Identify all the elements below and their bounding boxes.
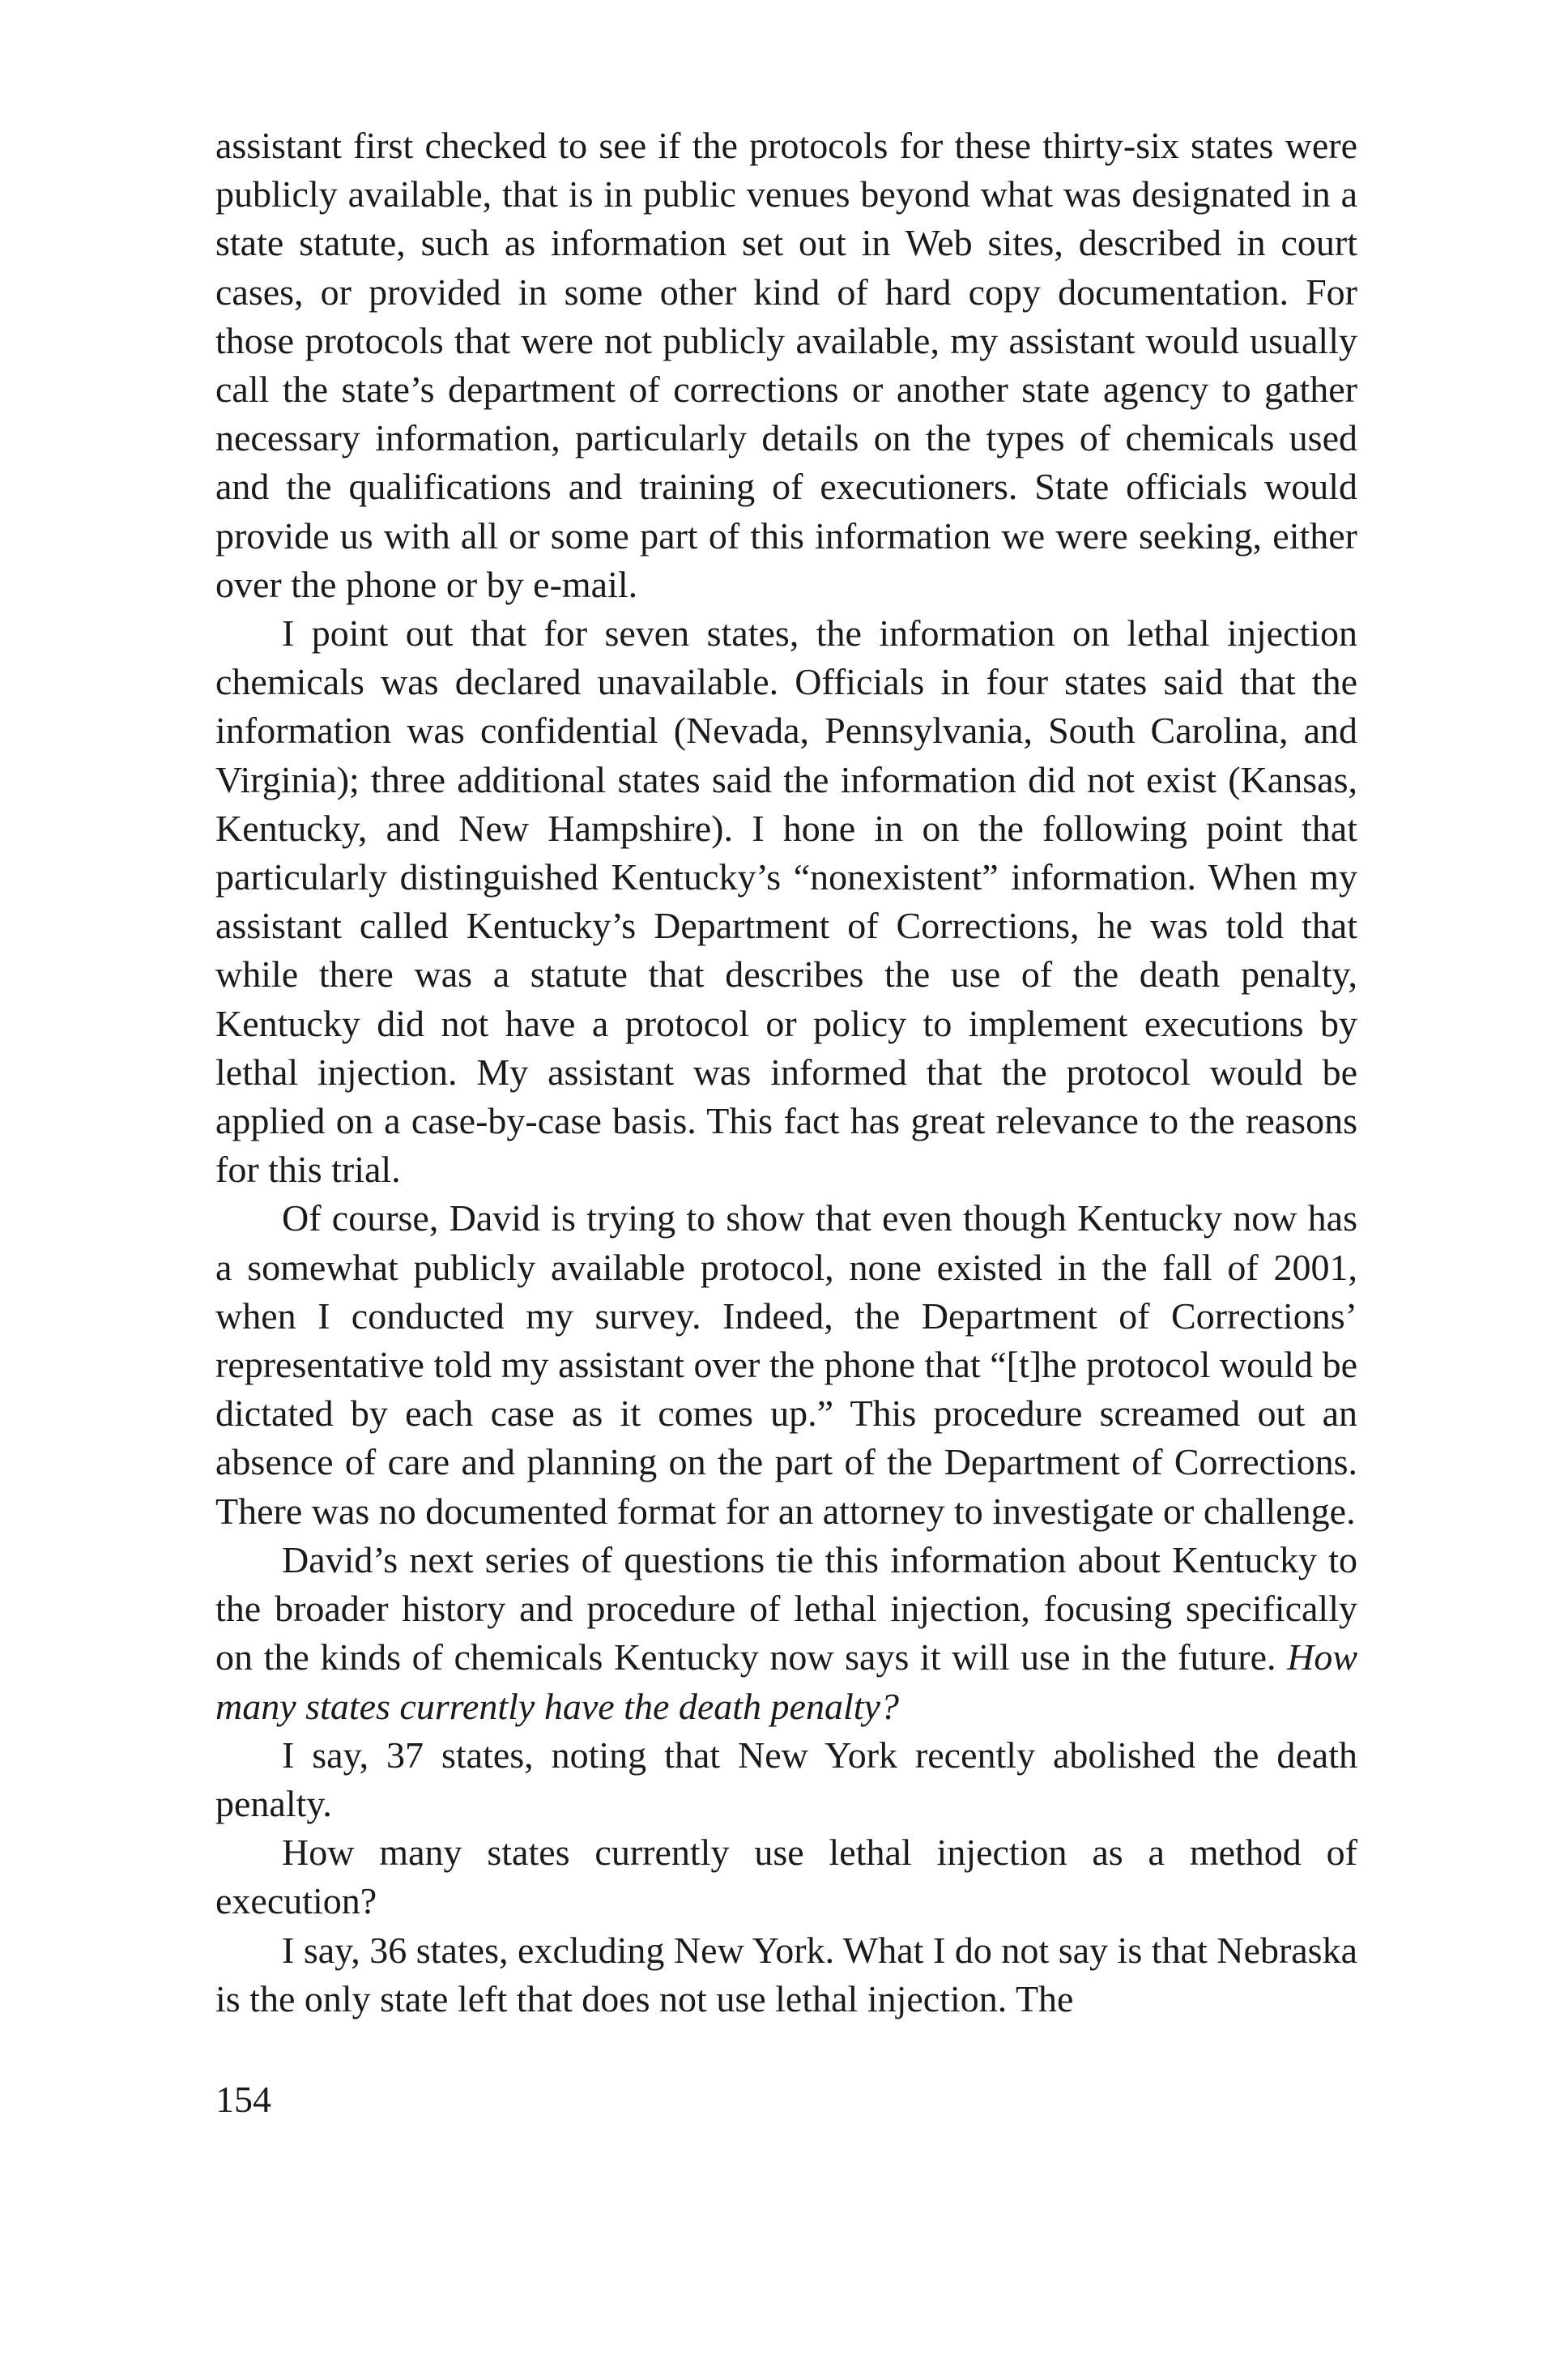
paragraph-4-text: David’s next series of questions tie this information about Kentucky to the broader history and procedure of lethal injection, focusing specifically on the kinds of chemicals Kentucky now says it will use in the future. <box>215 1538 1357 1678</box>
paragraph-4 <box>215 1536 1357 1731</box>
paragraph-1-text: assistant first checked to see if the protocols for these thirty-six states were publicly available, that is in public venues beyond what was designated in a state statute, such as information set out in Web sites, described in court cases, or provided in some other kind of hard copy documentation. For those protocols that were not publicly available, my assistant would usually call the state’s department of corrections or another state agency to gather necessary information, particularly details on the types of chemicals used and the qualifications and training of executioners. State officials would provide us with all or some part of this information we were seeking, either over the phone or by e-mail. <box>215 125 1357 605</box>
paragraph-3 <box>215 1194 1357 1535</box>
page-number: 154 <box>215 2079 271 2120</box>
paragraph-5 <box>215 1731 1357 1828</box>
paragraph-4-italic-question: How many states currently have the death penalty? <box>215 1636 1357 1727</box>
paragraph-2-text: I point out that for seven states, the information on lethal injection chemicals was declared unavailable. Officials in four states said that the information was confidential (Nevada, Pennsylvania, South Carolina, and Virginia); three additional states said the information did not exist (Kansas, Kentucky, and New Hampshire). I hone in on the following point that particularly distinguished Kentucky’s “nonexistent” information. When my assistant called Kentucky’s Department of Corrections, he was told that while there was a statute that describes the use of the death penalty, Kentucky did not have a protocol or policy to implement executions by lethal injection. My assistant was informed that the protocol would be applied on a case-by-case basis. This fact has great relevance to the reasons for this trial. <box>215 612 1357 1191</box>
paragraph-6 <box>215 1828 1357 1926</box>
paragraph-1 <box>215 122 1357 609</box>
paragraph-7-text: I say, 36 states, excluding New York. What I do not say is that Nebraska is the only state left that does not use lethal injection. The <box>215 1929 1357 2019</box>
paragraph-3-text: Of course, David is trying to show that even though Kentucky now has a somewhat publicly available protocol, none existed in the fall of 2001, when I conducted my survey. Indeed, the Department of Corrections’ representative told my assistant over the phone that “[t]he protocol would be dictated by each case as it comes up.” This procedure screamed out an absence of care and planning on the part of the Department of Corrections. There was no documented format for an attorney to investigate or challenge. <box>215 1197 1357 1532</box>
paragraph-7 <box>215 1926 1357 2024</box>
paragraph-5-text: I say, 37 states, noting that New York recently abolished the death penalty. <box>215 1734 1357 1824</box>
body-text <box>215 122 1357 2024</box>
paragraph-6-text: How many states currently use lethal injection as a method of execution? <box>215 1832 1357 1922</box>
paragraph-2 <box>215 609 1357 1194</box>
